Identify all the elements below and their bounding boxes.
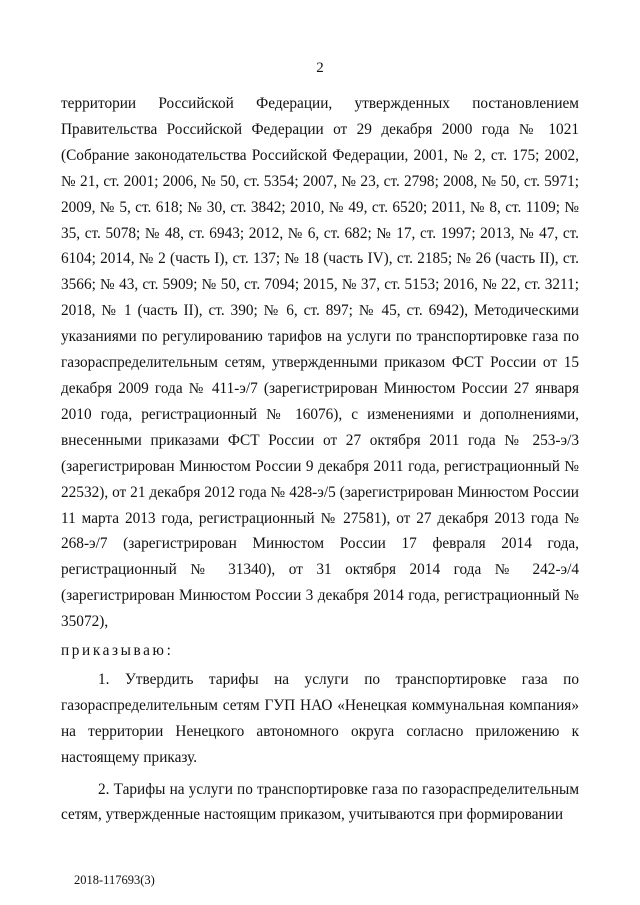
page-number: 2 [316, 60, 324, 76]
document-body [61, 91, 579, 828]
paragraph-item-2: 2. Тарифы на услуги по транспортировке газа по газораспределительным сетям, утвержденные настоящим приказом, учитываются при формировании [61, 780, 579, 824]
paragraph-item-1: 1. Утвердить тарифы на услуги по транспортировке газа по газораспределительным сетям ГУП НАО «Ненецкая коммунальная компания» на территории Ненецкого автономного округа согласно приложению к настоящему приказу. [61, 670, 579, 766]
decree-word: приказываю: [61, 642, 174, 660]
paragraph-legal-basis: территории Российской Федерации, утвержденных постановлением Правительства Российской Федерации от 29 декабря 2000 года № 1021 (Собрание законодательства Российской Федерации, 2001, № 2, ст. 175; 2002, № 21, ст. 2001; 2006, № 50, ст. 5354; 2007, № 23, ст. 2798; 2008, № 50, ст. 5971; 2009, № 5, ст. 618; № 30, ст. 3842; 2010, № 49, ст. 6520; 2011, № 8, ст. 1109; № 35, ст. 5078; № 48, ст. 6943; 2012, № 6, ст. 682; № 17, ст. 1997; 2013, № 47, ст. 6104; 2014, № 2 (часть I), ст. 137; № 18 (часть IV), ст. 2185; № 26 (часть II), ст. 3566; № 43, ст. 5909; № 50, ст. 7094; 2015, № 37, ст. 5153; 2016, № 22, ст. 3211; 2018, № 1 (часть II), ст. 390; № 6, ст. 897; № 45, ст. 6942), Методическими указаниями по регулированию тарифов на услуги по транспортировке газа по газораспределительным сетям, утвержденными приказом ФСТ России от 15 декабря 2009 года № 411-э/7 (зарегистрирован Минюстом России 27 января 2010 года, регистрационный № 16076), с изменениями и дополнениями, внесенными приказами ФСТ России от 27 октября 2011 года № 253-э/3 (зарегистрирован Минюстом России 9 декабря 2011 года, регистрационный № 22532), от 21 декабря 2012 года № 428-э/5 (зарегистрирован Минюстом России 11 марта 2013 года, регистрационный № 27581), от 27 декабря 2013 года № 268-э/7 (зарегистрирован Минюстом России 17 февраля 2014 года, регистрационный № 31340), от 31 октября 2014 года № 242-э/4 (зарегистрирован Минюстом России 3 декабря 2014 года, регистрационный № 35072), [61, 95, 579, 631]
document-code: 2018-117693(3) [74, 873, 155, 887]
